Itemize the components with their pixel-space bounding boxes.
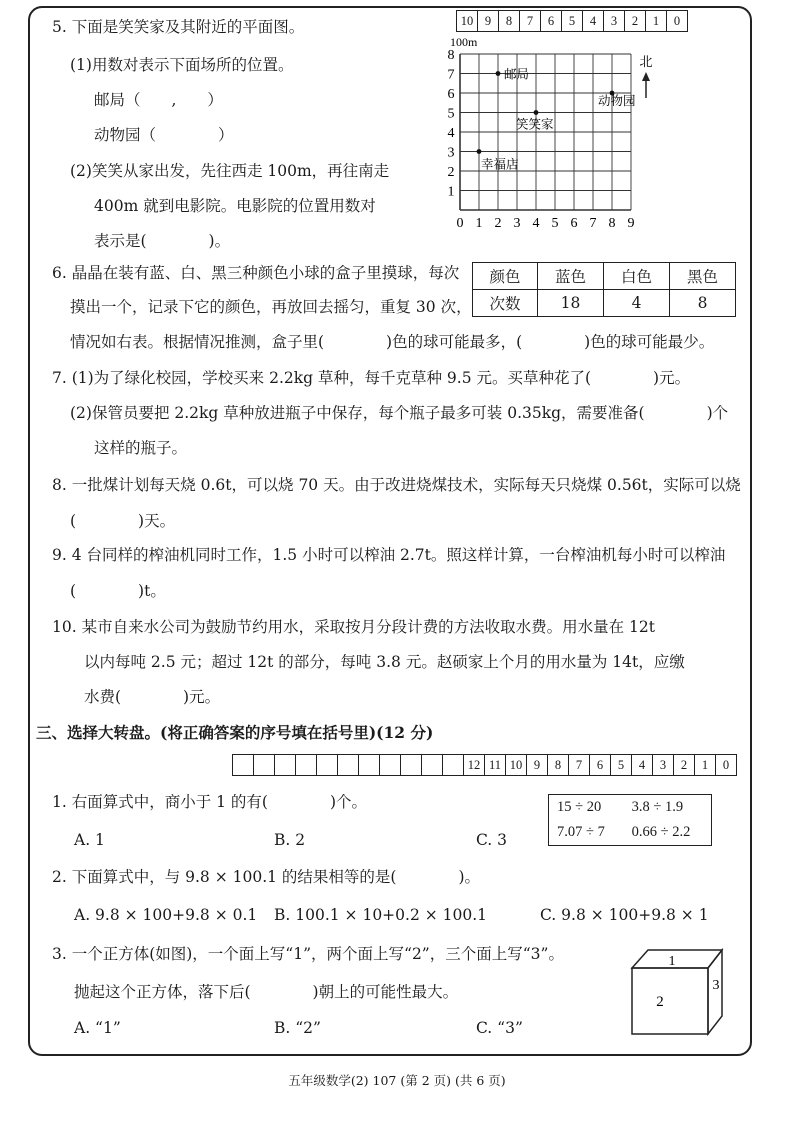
choice1-question: 1. 右面算式中，商小于 1 的有( )个。 bbox=[52, 793, 368, 811]
score-strip-cell: 0 bbox=[722, 758, 730, 772]
score-strip-cell: 8 bbox=[499, 11, 520, 31]
y-tick-label: 6 bbox=[447, 87, 455, 102]
choice3-option-b: B. “2” bbox=[274, 1019, 321, 1037]
score-strip-cell bbox=[254, 755, 275, 775]
expression: 3.8 ÷ 1.9 bbox=[631, 799, 684, 815]
score-strip-cell: 2 bbox=[625, 11, 646, 31]
numbered-cube-figure bbox=[624, 944, 724, 1038]
q6-line1: 6. 晶晶在装有蓝、白、黑三种颜色小球的盒子里摸球，每次 bbox=[52, 264, 460, 282]
score-strip-cell: 0 bbox=[673, 14, 681, 28]
q7-line2: (2)保管员要把 2.2kg 草种放进瓶子中保存，每个瓶子最多可装 0.35kg，需要准备( )个 bbox=[70, 404, 729, 422]
score-strip-cell: 8 bbox=[548, 755, 569, 775]
choice3-option-a: A. “1” bbox=[74, 1019, 121, 1037]
score-strip-cell: 3 bbox=[653, 755, 674, 775]
score-strip-cell: 3 bbox=[604, 11, 625, 31]
score-strip-cell: 5 bbox=[611, 755, 632, 775]
place-dot bbox=[496, 71, 501, 76]
x-tick-label: 4 bbox=[532, 216, 540, 231]
x-tick-label: 2 bbox=[494, 216, 502, 231]
score-strip-cell: 12 bbox=[464, 755, 485, 775]
q5-zoo: 动物园（ ） bbox=[94, 126, 234, 144]
expression: 0.66 ÷ 2.2 bbox=[631, 824, 691, 840]
score-strip-cell: 9 bbox=[527, 755, 548, 775]
q8-line1: 8. 一批煤计划每天烧 0.6t，可以烧 70 天。由于改进烧煤技术，实际每天只烧煤 0.56t，实际可以烧 bbox=[52, 476, 741, 494]
q10-line3: 水费( )元。 bbox=[84, 688, 221, 706]
score-strip-cell: 10 bbox=[457, 11, 478, 31]
score-strip-cell: 7 bbox=[569, 755, 590, 775]
score-strip-cell bbox=[233, 755, 254, 775]
score-strip-cell: 4 bbox=[583, 11, 604, 31]
section-3-heading: 三、选择大转盘。(将正确答案的序号填在括号里)(12 分) bbox=[36, 723, 434, 742]
score-strip-cell bbox=[275, 755, 296, 775]
q7-line3: 这样的瓶子。 bbox=[94, 439, 188, 457]
q6-line3: 情况如右表。根据情况推测，盒子里( )色的球可能最多，( )色的球可能最少。 bbox=[70, 333, 715, 351]
choice2-option-c: C. 9.8 × 100+9.8 × 1 bbox=[540, 906, 709, 924]
score-strip-cell: 6 bbox=[541, 11, 562, 31]
place-label: 幸福店 bbox=[481, 157, 519, 172]
y-tick-label: 7 bbox=[447, 67, 455, 83]
q6-line2: 摸出一个，记录下它的颜色，再放回去摇匀，重复 30 次， bbox=[70, 298, 472, 316]
expression: 15 ÷ 20 bbox=[557, 799, 602, 815]
place-dot bbox=[477, 149, 482, 154]
y-tick-label: 3 bbox=[447, 145, 455, 161]
score-strip-cell: 1 bbox=[695, 755, 716, 775]
score-strip-cell bbox=[380, 755, 401, 775]
x-tick-label: 7 bbox=[589, 216, 597, 231]
table-header-cell: 白色 bbox=[604, 263, 670, 290]
cube-top-face-label: 1 bbox=[668, 954, 676, 969]
table-header-cell: 颜色 bbox=[473, 263, 538, 290]
y-tick-label: 5 bbox=[447, 106, 455, 122]
choice1-option-a: A. 1 bbox=[74, 831, 105, 849]
q7-line1: 7. (1)为了绿化校园，学校买来 2.2kg 草种，每千克草种 9.5 元。买草种花了( )元。 bbox=[52, 369, 691, 387]
cube-front-face-label: 2 bbox=[656, 994, 664, 1010]
cube-side-face-label: 3 bbox=[712, 978, 720, 993]
y-tick-label: 2 bbox=[447, 165, 455, 180]
q10-line2: 以内每吨 2.5 元；超过 12t 的部分，每吨 3.8 元。赵硕家上个月的用水量为 14t，应缴 bbox=[84, 653, 685, 671]
q10-line1: 10. 某市自来水公司为鼓励节约用水，采取按月分段计费的方法收取水费。用水量在 12t bbox=[52, 618, 655, 636]
q5-part2-line2: 400m 就到电影院。电影院的位置用数对 bbox=[94, 197, 376, 215]
division-expressions-box bbox=[548, 794, 712, 846]
color-count-table bbox=[472, 262, 736, 317]
score-strip-cell bbox=[443, 755, 464, 775]
x-tick-label: 3 bbox=[513, 216, 521, 231]
scale-unit-label: 100m bbox=[450, 35, 478, 49]
score-strip-cell: 2 bbox=[674, 755, 695, 775]
neighborhood-grid-map bbox=[440, 32, 670, 237]
score-strip-cell: 4 bbox=[632, 755, 653, 775]
choice2-option-b: B. 100.1 × 10+0.2 × 100.1 bbox=[274, 906, 488, 924]
score-strip-cell: 6 bbox=[590, 755, 611, 775]
table-header-cell: 黑色 bbox=[670, 263, 736, 290]
score-strip-cell: 1 bbox=[646, 11, 667, 31]
north-arrow-icon bbox=[642, 72, 650, 81]
x-tick-label: 6 bbox=[570, 216, 578, 231]
q8-line2: ( )天。 bbox=[70, 512, 176, 530]
score-strip-cell bbox=[317, 755, 338, 775]
score-strip-cell: 7 bbox=[520, 11, 541, 31]
x-tick-label: 5 bbox=[551, 216, 559, 231]
score-strip-cell bbox=[338, 755, 359, 775]
table-header-cell: 蓝色 bbox=[538, 263, 604, 290]
y-tick-label: 8 bbox=[447, 48, 455, 63]
choice1-option-b: B. 2 bbox=[274, 831, 306, 849]
score-strip-cell: 5 bbox=[562, 11, 583, 31]
score-strip-cell: 9 bbox=[478, 11, 499, 31]
q5-part2-line1: (2)笑笑从家出发，先往西走 100m，再往南走 bbox=[70, 162, 390, 180]
score-strip-section3 bbox=[232, 754, 737, 776]
north-label: 北 bbox=[639, 54, 653, 69]
score-strip-top bbox=[456, 10, 688, 32]
x-tick-label: 9 bbox=[627, 216, 635, 231]
q5-part2-line3: 表示是( )。 bbox=[94, 232, 231, 250]
score-strip-cell bbox=[401, 755, 422, 775]
choice2-question: 2. 下面算式中，与 9.8 × 100.1 的结果相等的是( )。 bbox=[52, 868, 481, 886]
q9-line1: 9. 4 台同样的榨油机同时工作，1.5 小时可以榨油 2.7t。照这样计算，一台榨油机每小时可以榨油 bbox=[52, 546, 726, 564]
place-dot bbox=[534, 110, 539, 115]
table-cell: 18 bbox=[538, 290, 604, 317]
place-label: 邮局 bbox=[504, 67, 530, 82]
choice1-option-c: C. 3 bbox=[476, 831, 508, 849]
score-strip-cell bbox=[359, 755, 380, 775]
place-label: 动物园 bbox=[598, 94, 636, 108]
place-label: 笑笑家 bbox=[516, 117, 554, 132]
table-cell: 次数 bbox=[473, 290, 538, 317]
page-footer: 五年级数学(2) 107 (第 2 页) (共 6 页) bbox=[288, 1073, 506, 1088]
x-tick-label: 8 bbox=[608, 216, 616, 231]
q5-part1: (1)用数对表示下面场所的位置。 bbox=[70, 56, 294, 74]
choice3-question-line2: 抛起这个正方体，落下后( )朝上的可能性最大。 bbox=[74, 983, 459, 1001]
choice3-question-line1: 3. 一个正方体(如图)，一个面上写“1”，两个面上写“2”，三个面上写“3”。 bbox=[52, 945, 564, 963]
x-tick-label: 0 bbox=[456, 216, 464, 231]
choice3-option-c: C. “3” bbox=[476, 1019, 523, 1037]
expression: 7.07 ÷ 7 bbox=[557, 824, 605, 840]
choice2-option-a: A. 9.8 × 100+9.8 × 0.1 bbox=[74, 906, 258, 924]
q5-post-office: 邮局（ , ） bbox=[94, 91, 223, 109]
table-cell: 4 bbox=[604, 290, 670, 317]
q5-title: 5. 下面是笑笑家及其附近的平面图。 bbox=[52, 18, 305, 36]
y-tick-label: 1 bbox=[447, 184, 455, 200]
q9-line2: ( )t。 bbox=[70, 582, 166, 600]
x-tick-label: 1 bbox=[475, 216, 483, 231]
score-strip-cell: 11 bbox=[485, 755, 506, 775]
score-strip-cell bbox=[422, 755, 443, 775]
score-strip-cell: 10 bbox=[506, 755, 527, 775]
y-tick-label: 4 bbox=[447, 126, 455, 141]
table-cell: 8 bbox=[670, 290, 736, 317]
score-strip-cell bbox=[296, 755, 317, 775]
